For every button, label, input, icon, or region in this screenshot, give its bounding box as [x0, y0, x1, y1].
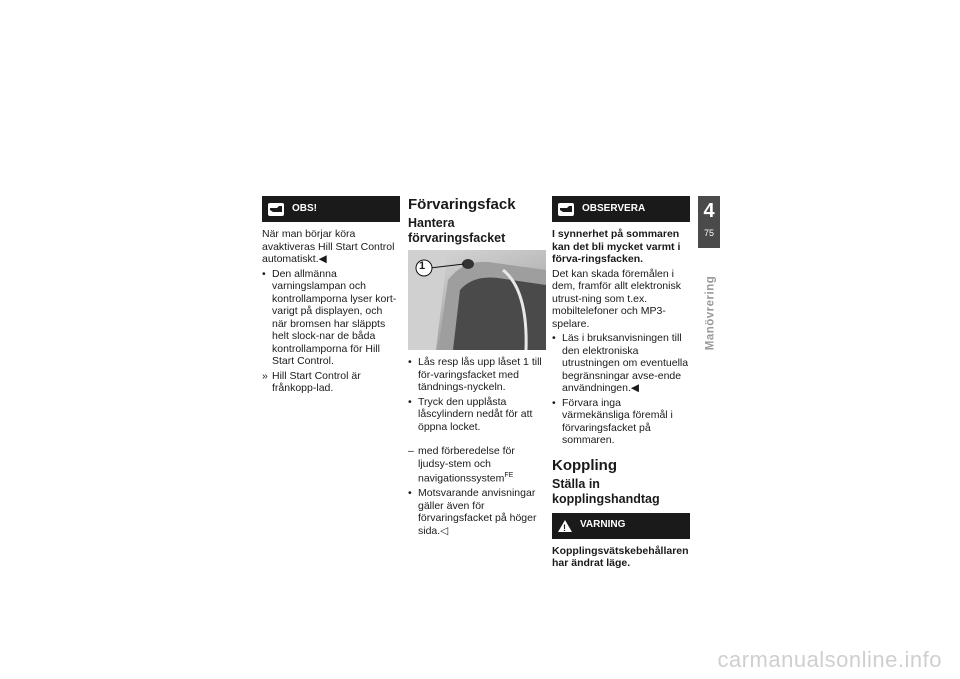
condition-list [408, 445, 546, 537]
section-subtitle: Ställa in kopplingshandtag [552, 476, 660, 506]
list-item: • Motsvarande anvisningar gäller även för förvaringsfacket på höger sida.◁ [408, 487, 546, 537]
column-2 [408, 196, 546, 539]
chapter-tab [698, 196, 720, 248]
notice-label: OBSERVERA [582, 202, 646, 214]
warning-text: Det kan skada föremålen i dem, framför allt elektronisk utrust-ning som t.ex. mobiltelefoner och MP3-spelare. [552, 267, 681, 330]
condition-sup: FE [504, 472, 514, 479]
condition-item [408, 445, 546, 485]
column-3 [552, 196, 690, 572]
condition-text: med förberedelse för ljudsy-stem och navigationssystem [418, 445, 515, 485]
page-number: 75 [703, 228, 714, 238]
notice-box-observera [552, 196, 690, 222]
pointing-hand-icon [268, 203, 284, 216]
warning-box [552, 513, 690, 539]
notice-label: OBS! [292, 202, 317, 214]
list-item: • Den allmänna varningslampan och kontrollamporna lyser kort-varigt på displayen, och när bromsen har släppts helt slock-nar de båda kontrollamporna för Hill Start Control. [262, 268, 400, 368]
steps-list [408, 356, 546, 433]
chapter-sidebar [700, 268, 720, 358]
result-list [262, 268, 400, 395]
list-item: • Lås resp lås upp låset 1 till för-varingsfacket med tändnings-nyckeln. [408, 356, 546, 394]
list-item: • Tryck den upplåsta låscylindern nedåt för att öppna locket. [408, 396, 546, 434]
intro-text: När man börjar köra avaktiveras Hill Start Control automatiskt.◀ [262, 228, 395, 265]
section-title: Förvaringsfack [408, 196, 516, 213]
pointing-hand-icon [558, 203, 574, 216]
result-item: » Hill Start Control är frånkopp-lad. [262, 370, 400, 395]
notice-box-obs [262, 196, 400, 222]
warning-triangle-icon: ! [558, 520, 572, 532]
list-item: • Förvara inga värmekänsliga föremål i förvaringsfacket på sommaren. [552, 397, 690, 447]
watermark: carmanualsonline.info [717, 647, 942, 672]
warning-detail: Kopplingsvätskebehållaren har ändrat läge. [552, 544, 689, 569]
advice-list [552, 332, 690, 447]
column-1 [262, 196, 400, 397]
section-title: Koppling [552, 456, 617, 474]
figure-callout: 1 [419, 260, 426, 272]
storage-compartment-photo [408, 250, 546, 350]
chapter-name: Manövrering [704, 275, 717, 351]
section-subtitle: Hantera förvaringsfacket [408, 216, 506, 245]
warning-headline: I synnerhet på sommaren kan det bli mycket varmt i förva-ringsfacken. [552, 228, 681, 265]
warning-label: VARNING [580, 519, 626, 531]
list-item: • Läs i bruksanvisningen till den elektroniska utrustningen om eventuella begränsningar avse-ende användningen.◀ [552, 332, 690, 395]
chapter-number: 4 [703, 200, 715, 222]
